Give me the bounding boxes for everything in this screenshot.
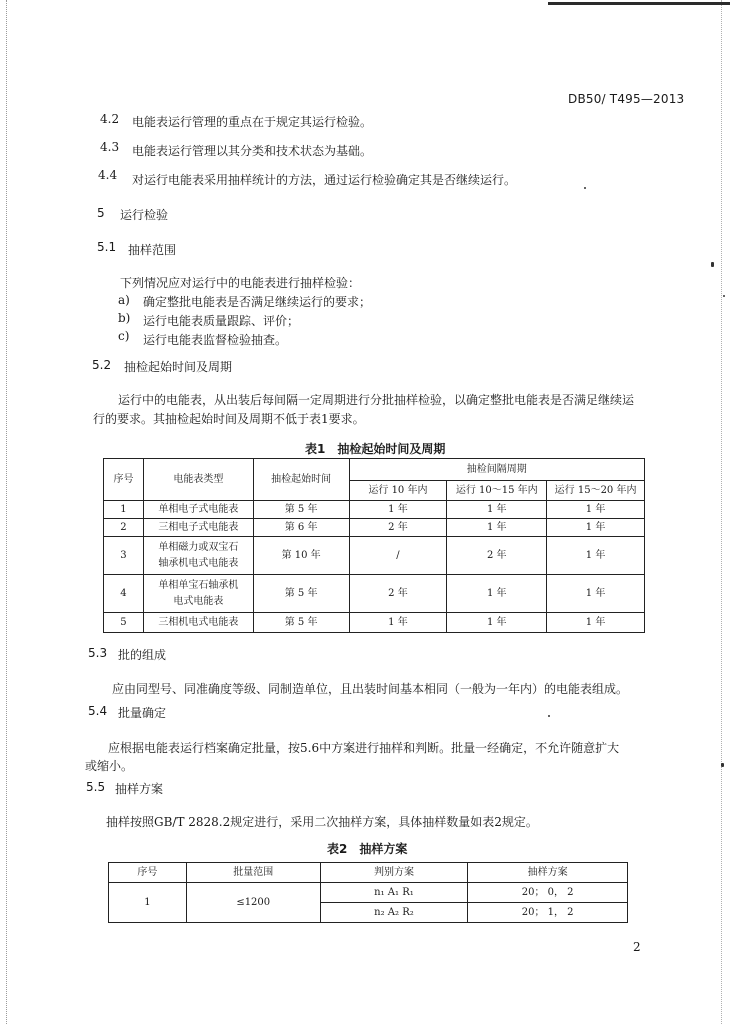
scan-speck [721,763,724,767]
list-item-a-text: 确定整批电能表是否满足继续运行的要求； [143,295,372,309]
scan-left-edge [6,0,7,1024]
section-5-2-para-line2: 行的要求。其抽检起始时间及周期不低于表1要求。 [93,412,365,426]
clause-4-3-number: 4.3 [100,140,120,154]
clause-4-2-text: 电能表运行管理的重点在于规定其运行检验。 [132,115,373,129]
table-cell: 1 年 [547,501,645,519]
section-5-1-title: 抽样范围 [128,243,177,257]
table-cell: 第 5 年 [253,575,349,613]
section-5-4-title: 批量确定 [118,706,167,720]
clause-4-4-text: 对运行电能表采用抽样统计的方法，通过运行检验确定其是否继续运行。 [132,173,517,187]
table-cell: 三相机电式电能表 [143,613,253,633]
table-cell [143,575,253,613]
table-2 [108,862,628,923]
table-cell: ≤1200 [186,883,320,923]
standard-number: DB50/ T495—2013 [568,92,685,106]
table-row [104,519,645,537]
section-5-2-number: 5.2 [92,358,112,372]
table-cell: 2 年 [349,519,447,537]
section-5-number: 5 [97,206,105,220]
table-row [109,883,628,903]
table-cell: 20； 0， 2 [468,883,628,903]
table-2-header-rule: 判别方案 [320,863,468,883]
table-cell: 1 年 [547,575,645,613]
table-row [104,613,645,633]
list-item-a-mark: a) [118,293,130,307]
table-cell: 1 年 [349,501,447,519]
section-5-1-intro: 下列情况应对运行中的电能表进行抽样检验： [120,276,361,290]
table-cell: 三相电子式电能表 [143,519,253,537]
table-cell: 第 5 年 [253,501,349,519]
table-1 [103,458,645,633]
table-2-caption: 表2 抽样方案 [327,842,408,856]
table-2-header-plan: 抽样方案 [468,863,628,883]
list-item-b-text: 运行电能表质量跟踪、评价； [143,314,300,328]
table-1-header-interval: 抽检间隔周期 [349,459,644,481]
table-cell [143,537,253,575]
table-cell: 5 [104,613,144,633]
table-2-header-seq: 序号 [109,863,187,883]
table-cell: 第 6 年 [253,519,349,537]
section-5-4-number: 5.4 [88,704,108,718]
page-number: 2 [633,940,641,954]
section-5-4-para-line2: 或缩小。 [85,759,134,773]
table-cell: 1 年 [447,519,547,537]
table-cell-line: 电式电能表 [173,595,224,607]
table-cell: 1 年 [547,613,645,633]
table-row [104,501,645,519]
list-item-c-text: 运行电能表监督检验抽查。 [143,333,288,347]
table-2-header-range: 批量范围 [186,863,320,883]
table-1-caption: 表1 抽检起始时间及周期 [305,442,446,456]
table-cell: / [349,537,447,575]
table-1-header-type: 电能表类型 [143,459,253,501]
table-1-header-period-1: 运行 10 年内 [349,481,447,501]
table-cell: 4 [104,575,144,613]
table-cell: 1 年 [447,575,547,613]
table-1-header-period-3: 运行 15～20 年内 [547,481,645,501]
scan-speck [711,262,714,267]
table-cell: 1 年 [547,519,645,537]
table-cell: 3 [104,537,144,575]
section-5-title: 运行检验 [120,208,169,222]
section-5-3-para: 应由同型号、同准确度等级、同制造单位，且出装时间基本相同（一般为一年内）的电能表组成。 [112,682,629,696]
table-cell: n₂ A₂ R₂ [320,903,468,923]
scan-speck [548,715,550,717]
list-item-c-mark: c) [118,329,130,343]
table-cell: 2 年 [349,575,447,613]
table-cell: 1 年 [447,613,547,633]
table-cell: 1 [104,501,144,519]
clause-4-3-text: 电能表运行管理以其分类和技术状态为基础。 [132,144,373,158]
table-cell: 1 年 [349,613,447,633]
section-5-2-para-line1: 运行中的电能表，从出装后每间隔一定周期进行分批抽样检验，以确定整批电能表是否满足继续运 [118,393,635,407]
table-cell: 2 [104,519,144,537]
table-cell: 1 年 [547,537,645,575]
section-5-2-title: 抽检起始时间及周期 [124,360,233,374]
table-cell: 1 [109,883,187,923]
table-cell-line: 单相磁力或双宝石 [158,541,239,553]
scan-speck [584,187,586,189]
section-5-1-number: 5.1 [97,240,117,254]
scan-top-line [548,2,730,5]
scan-speck [723,295,725,297]
section-5-5-para: 抽样按照GB/T 2828.2规定进行，采用二次抽样方案，具体抽样数量如表2规定。 [106,815,538,829]
table-cell: 2 年 [447,537,547,575]
table-cell-line: 轴承机电式电能表 [158,557,239,569]
table-row [104,537,645,575]
table-cell: 20； 1， 2 [468,903,628,923]
scan-right-edge [721,0,722,1024]
table-cell: 1 年 [447,501,547,519]
table-cell-line: 单相单宝石轴承机 [158,579,239,591]
table-1-header-start: 抽检起始时间 [253,459,349,501]
table-row [104,575,645,613]
list-item-b-mark: b) [118,311,131,325]
section-5-3-number: 5.3 [88,646,108,660]
table-cell: 第 5 年 [253,613,349,633]
section-5-3-title: 批的组成 [118,648,167,662]
table-cell: 第 10 年 [253,537,349,575]
section-5-4-para-line1: 应根据电能表运行档案确定批量，按5.6中方案进行抽样和判断。批量一经确定，不允许随意扩大 [108,741,620,755]
table-cell: n₁ A₁ R₁ [320,883,468,903]
clause-4-4-number: 4.4 [98,168,118,182]
table-1-header-seq: 序号 [104,459,144,501]
section-5-5-number: 5.5 [86,780,106,794]
section-5-5-title: 抽样方案 [115,782,164,796]
clause-4-2-number: 4.2 [100,112,120,126]
table-1-header-period-2: 运行 10～15 年内 [447,481,547,501]
table-cell: 单相电子式电能表 [143,501,253,519]
